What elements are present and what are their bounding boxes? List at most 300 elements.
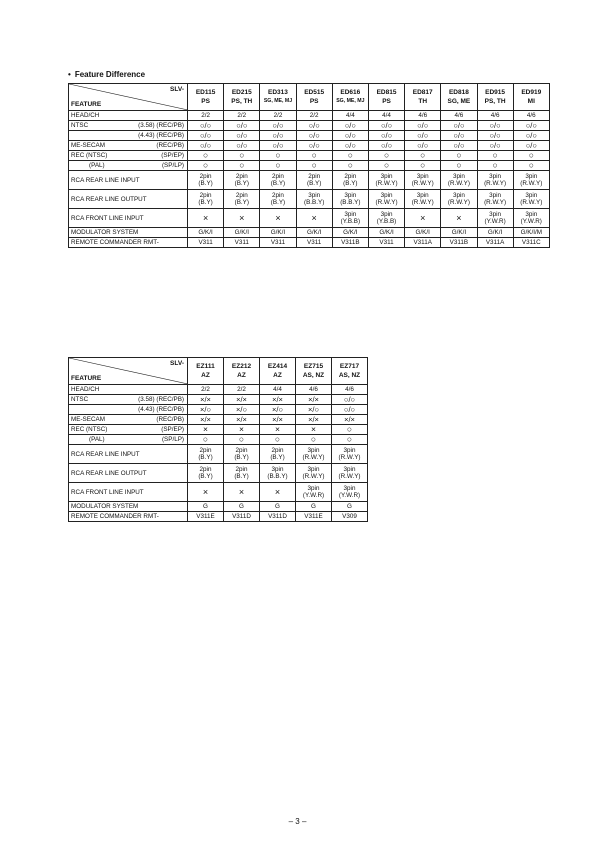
table-row [69,171,550,190]
value-cell [296,395,332,405]
value-text: V311 [307,239,322,246]
value-text: ○/○ [344,120,356,130]
value-text: ○/○ [343,394,356,404]
value-cell [441,121,477,131]
value-cell [260,190,296,209]
value-text: ○/○ [236,130,248,140]
value-cell [224,121,260,131]
feature-cell [69,151,188,161]
value-main: 3pin [271,466,284,473]
value-text: V311A [485,239,505,246]
model-header [224,358,260,385]
value-cell [441,141,477,151]
model-header [368,84,404,111]
value-cell [332,151,368,161]
feature-label: FEATURE [71,101,102,108]
value-cell [188,483,224,502]
value-text: 4/6 [490,112,500,119]
value-cell [188,161,224,171]
feature-name: REMOTE COMMANDER RMT- [71,239,159,246]
value-cell [513,141,549,151]
value-cell [296,228,332,238]
value-main: 3pin [344,211,357,218]
table-row [69,512,368,522]
table-row [69,425,368,435]
value-cell [188,141,224,151]
value-text: 4/6 [526,112,536,119]
value-detail: (B.Y) [270,199,286,206]
value-text: ×/○ [308,404,319,414]
value-cell [368,209,404,228]
value-text: V311 [198,239,213,246]
value-text: ○/○ [489,120,501,130]
value-main: 3pin [489,211,502,218]
feature-name: NTSC [71,122,89,129]
value-main: 3pin [307,485,320,492]
table-row [69,395,368,405]
table-row [69,405,368,415]
value-cell [332,238,368,248]
value-cell [188,190,224,209]
value-cell [405,171,441,190]
feature-name: REC (NTSC) [71,426,108,433]
bullet: • [68,70,71,79]
value-text: G [239,503,244,510]
value-text: ○ [420,150,426,160]
model-name: ED115 [195,89,216,96]
value-detail: (B.B.Y) [304,199,325,206]
value-cell [188,209,224,228]
value-text: G/K/I [270,229,286,236]
value-main: 2pin [272,173,284,180]
value-cell [513,151,549,161]
model-region: MI [527,98,535,105]
value-text: ○ [203,160,209,170]
value-detail: (Y.W.R) [520,218,542,225]
value-detail: (R.W.Y) [520,199,543,206]
value-main: 3pin [416,192,429,199]
feature-cell [69,171,188,190]
value-cell [296,141,332,151]
feature-cell [69,228,188,238]
page-number: – 3 – [288,817,307,826]
value-cell [224,151,260,161]
table-row [69,415,368,425]
feature-sub: (4.43) (REC/PB) [138,132,184,139]
value-cell [477,141,513,151]
feature-sub: (REC/PB) [156,416,184,423]
value-text: ○ [456,160,462,170]
value-text: ○/○ [272,130,284,140]
value-text: ×/× [272,394,283,404]
value-text: ×/× [308,394,319,404]
value-text: ○/○ [272,120,284,130]
value-cell [296,111,332,121]
value-text: 4/6 [345,386,354,393]
value-text: ○ [310,434,317,444]
value-cell [296,209,332,228]
table-row [69,141,550,151]
value-cell [260,425,296,435]
value-cell [224,425,260,435]
feature-sub: (SP/EP) [161,426,184,433]
value-cell [332,190,368,209]
model-region: SG, ME, MJ [336,98,365,104]
value-text: 4/6 [309,386,318,393]
value-cell [513,111,549,121]
value-main: 2pin [199,447,212,454]
value-cell [260,161,296,171]
feature-cell [69,435,188,445]
feature-name: MODULATOR SYSTEM [71,229,139,236]
value-text: ○/○ [453,140,465,150]
table-row [69,151,550,161]
value-text: ○ [383,160,390,170]
value-cell [477,209,513,228]
table-row [69,131,550,141]
value-cell [368,238,404,248]
feature-sub: (SP/LP) [161,436,184,443]
value-detail: (B.Y) [198,180,213,187]
value-cell [224,435,260,445]
model-region: PS [309,98,319,105]
value-main: 2pin [199,192,212,199]
model-region: AS, NZ [302,372,325,379]
value-text: ○ [202,434,209,444]
value-text: ○/○ [380,120,393,130]
value-text: ○ [347,160,353,170]
table-row [69,502,368,512]
value-detail: (R.W.Y) [338,473,361,480]
slv-label: SLV- [170,86,184,93]
feature-table-ez [68,357,368,522]
value-detail: (Y.W.R) [484,218,506,225]
value-text: V311 [270,239,286,246]
value-cell [441,131,477,141]
value-cell [332,111,368,121]
value-text: 4/4 [273,386,282,393]
value-text: V311D [232,513,251,520]
value-main: 2pin [308,173,321,180]
value-cell [332,171,368,190]
value-text: V309 [342,513,357,520]
feature-cell [69,121,188,131]
value-cell [260,238,296,248]
model-region: TH [418,98,428,105]
value-cell [296,151,332,161]
value-detail: (B.Y) [234,454,249,461]
value-cell [477,190,513,209]
value-main: 2pin [235,466,248,473]
value-cell [296,415,332,425]
value-text: ×/× [200,414,211,424]
value-main: 3pin [343,485,356,492]
value-text: G/K/I [415,229,430,236]
value-text: ○/○ [308,120,320,130]
feature-cell [69,425,188,435]
value-main: 3pin [489,173,502,180]
value-text: ○/○ [200,140,212,150]
feature-sub: (SP/EP) [161,152,184,159]
value-cell [188,121,224,131]
value-cell [260,111,296,121]
value-cell [332,425,368,435]
value-cell [332,445,368,464]
value-cell [441,209,477,228]
value-detail: (R.W.Y) [411,180,434,187]
value-detail: (B.Y) [270,180,286,187]
value-cell [188,425,224,435]
value-text: 2/2 [201,386,210,393]
value-text: ○/○ [344,140,356,150]
value-text: ○/○ [200,120,212,130]
value-cell [296,435,332,445]
model-header [296,358,332,385]
feature-cell [69,483,188,502]
value-main: 3pin [307,466,320,473]
value-text: ○/○ [380,140,393,150]
value-text: ×/× [308,414,319,424]
feature-cell [69,445,188,464]
model-header [441,84,477,111]
feature-sub: (3.58) (REC/PB) [138,396,184,403]
value-cell [513,238,549,248]
feature-name: NTSC [71,396,89,403]
value-detail: (R.W.Y) [484,199,507,206]
value-cell [260,151,296,161]
value-text: 2/2 [273,112,283,119]
feature-name: RCA REAR LINE INPUT [71,450,140,458]
value-cell [513,171,549,190]
value-detail: (B.Y) [343,180,358,187]
value-text: G/K/I [198,229,213,236]
value-cell [224,209,260,228]
value-text: G/K/I [379,229,394,236]
section-title-text: Feature Difference [74,70,146,79]
value-cell [260,171,296,190]
value-text: ○ [346,434,353,444]
value-text: G/K/I [487,229,503,236]
value-cell [224,445,260,464]
value-text: ○/○ [453,120,465,130]
model-header [224,84,260,111]
value-text: ○ [311,150,317,160]
value-text: G [311,503,316,510]
value-cell [332,121,368,131]
value-text: G/K/I [234,229,249,236]
value-cell [477,111,513,121]
value-cell [260,121,296,131]
value-cell [405,111,441,121]
value-cell [441,151,477,161]
value-text: ×/× [200,394,211,404]
value-detail: (R.W.Y) [302,473,325,480]
value-main: 3pin [380,173,393,180]
feature-name: RCA REAR LINE OUTPUT [71,469,147,477]
value-detail: (R.W.Y) [302,454,325,461]
table-row [69,464,368,483]
feature-cell [69,405,188,415]
value-text: ○/○ [417,120,429,130]
value-text: ×/× [236,414,247,424]
value-text: ○/○ [489,140,501,150]
feature-name: (PAL) [89,436,105,443]
value-cell [368,151,404,161]
value-main: × [420,212,426,223]
table-row [69,228,550,238]
feature-name: RCA FRONT LINE INPUT [71,488,144,496]
value-text: ○ [275,150,281,160]
value-main: 3pin [416,173,429,180]
value-text: V311B [341,239,360,246]
model-header [332,358,368,385]
value-cell [224,111,260,121]
value-main: 3pin [525,211,538,218]
feature-cell [69,415,188,425]
value-cell [477,161,513,171]
value-main: 2pin [235,173,248,180]
value-cell [188,131,224,141]
value-main: 2pin [235,192,248,199]
value-cell [188,502,224,512]
feature-name: ME-SECAM [71,142,105,149]
feature-sub: (REC/PB) [156,142,184,149]
value-main: 3pin [380,211,393,218]
value-text: G [275,503,280,510]
value-text: 2/2 [237,112,247,119]
value-cell [405,151,441,161]
value-text: V311 [234,239,249,246]
feature-cell [69,190,188,209]
value-cell [188,385,224,395]
value-main: 2pin [199,466,212,473]
feature-cell [69,111,188,121]
value-cell [296,405,332,415]
value-cell [260,405,296,415]
value-cell [260,435,296,445]
value-main: × [202,212,209,223]
value-cell [332,141,368,151]
value-cell [296,425,332,435]
value-detail: (B.B.Y) [267,473,288,480]
value-text: 4/4 [345,112,355,119]
value-text: ○ [492,150,498,160]
value-cell [477,238,513,248]
value-text: ○ [239,150,245,160]
model-name: EZ111 [196,363,215,370]
model-name: ED818 [448,89,469,96]
feature-name: RCA REAR LINE OUTPUT [71,195,147,203]
value-cell [224,512,260,522]
value-text: ○ [383,150,390,160]
value-cell [296,190,332,209]
model-header [332,84,368,111]
value-cell [224,395,260,405]
value-text: ○/○ [344,130,356,140]
value-text: 4/4 [382,112,391,119]
table-row [69,238,550,248]
value-cell [405,228,441,238]
value-text: V311D [268,513,287,520]
value-cell [224,405,260,415]
value-cell [260,385,296,395]
value-main: 2pin [344,173,357,180]
table-row [69,190,550,209]
value-detail: (Y.B.B) [340,218,361,225]
value-text: V311 [379,239,394,246]
feature-name: RCA REAR LINE INPUT [71,176,140,184]
value-detail: (B.Y) [306,180,322,187]
value-detail: (R.W.Y) [411,199,434,206]
value-cell [224,385,260,395]
feature-sub: (SP/LP) [161,162,184,169]
value-main: 3pin [343,447,356,454]
value-text: ○ [492,160,498,170]
model-name: ED915 [485,89,506,96]
value-cell [368,171,404,190]
value-main: × [238,486,245,497]
value-cell [513,209,549,228]
value-main: 2pin [199,173,212,180]
value-main: 3pin [452,173,465,180]
value-cell [224,483,260,502]
value-text: G [347,503,352,510]
value-detail: (B.Y) [234,180,249,187]
value-text: V311C [521,239,541,246]
feature-name: REMOTE COMMANDER RMT- [71,513,159,520]
value-cell [188,445,224,464]
value-text: ○/○ [272,140,284,150]
value-cell [260,141,296,151]
value-main: × [456,212,462,223]
value-cell [405,190,441,209]
value-main: 3pin [489,192,502,199]
value-text: ○ [346,424,353,434]
value-cell [405,238,441,248]
value-text: ○/○ [417,140,429,150]
value-text: ○/○ [236,120,248,130]
model-name: ED215 [231,89,252,96]
value-cell [188,171,224,190]
value-cell [332,131,368,141]
feature-name: REC (NTSC) [71,152,108,159]
value-detail: (Y.B.B) [376,218,397,225]
value-detail: (B.Y) [198,473,213,480]
value-detail: (B.Y) [270,454,285,461]
value-cell [513,190,549,209]
value-main: × [274,486,281,497]
table-row [69,209,550,228]
value-text: G/K/I [451,229,467,236]
model-region: PS, TH [484,98,506,105]
value-detail: (R.W.Y) [447,180,470,187]
value-cell [260,483,296,502]
value-text: ○/○ [380,130,393,140]
value-text: ○/○ [489,130,501,140]
model-region: AZ [201,372,210,379]
value-cell [368,161,404,171]
value-cell [188,228,224,238]
header-corner [69,358,188,385]
model-name: ED817 [412,89,433,96]
value-cell [224,141,260,151]
value-cell [224,464,260,483]
value-text: × [203,424,208,434]
model-region: AZ [273,372,282,379]
value-cell [513,121,549,131]
table-row [69,111,550,121]
value-text: G/K/I [306,229,322,236]
